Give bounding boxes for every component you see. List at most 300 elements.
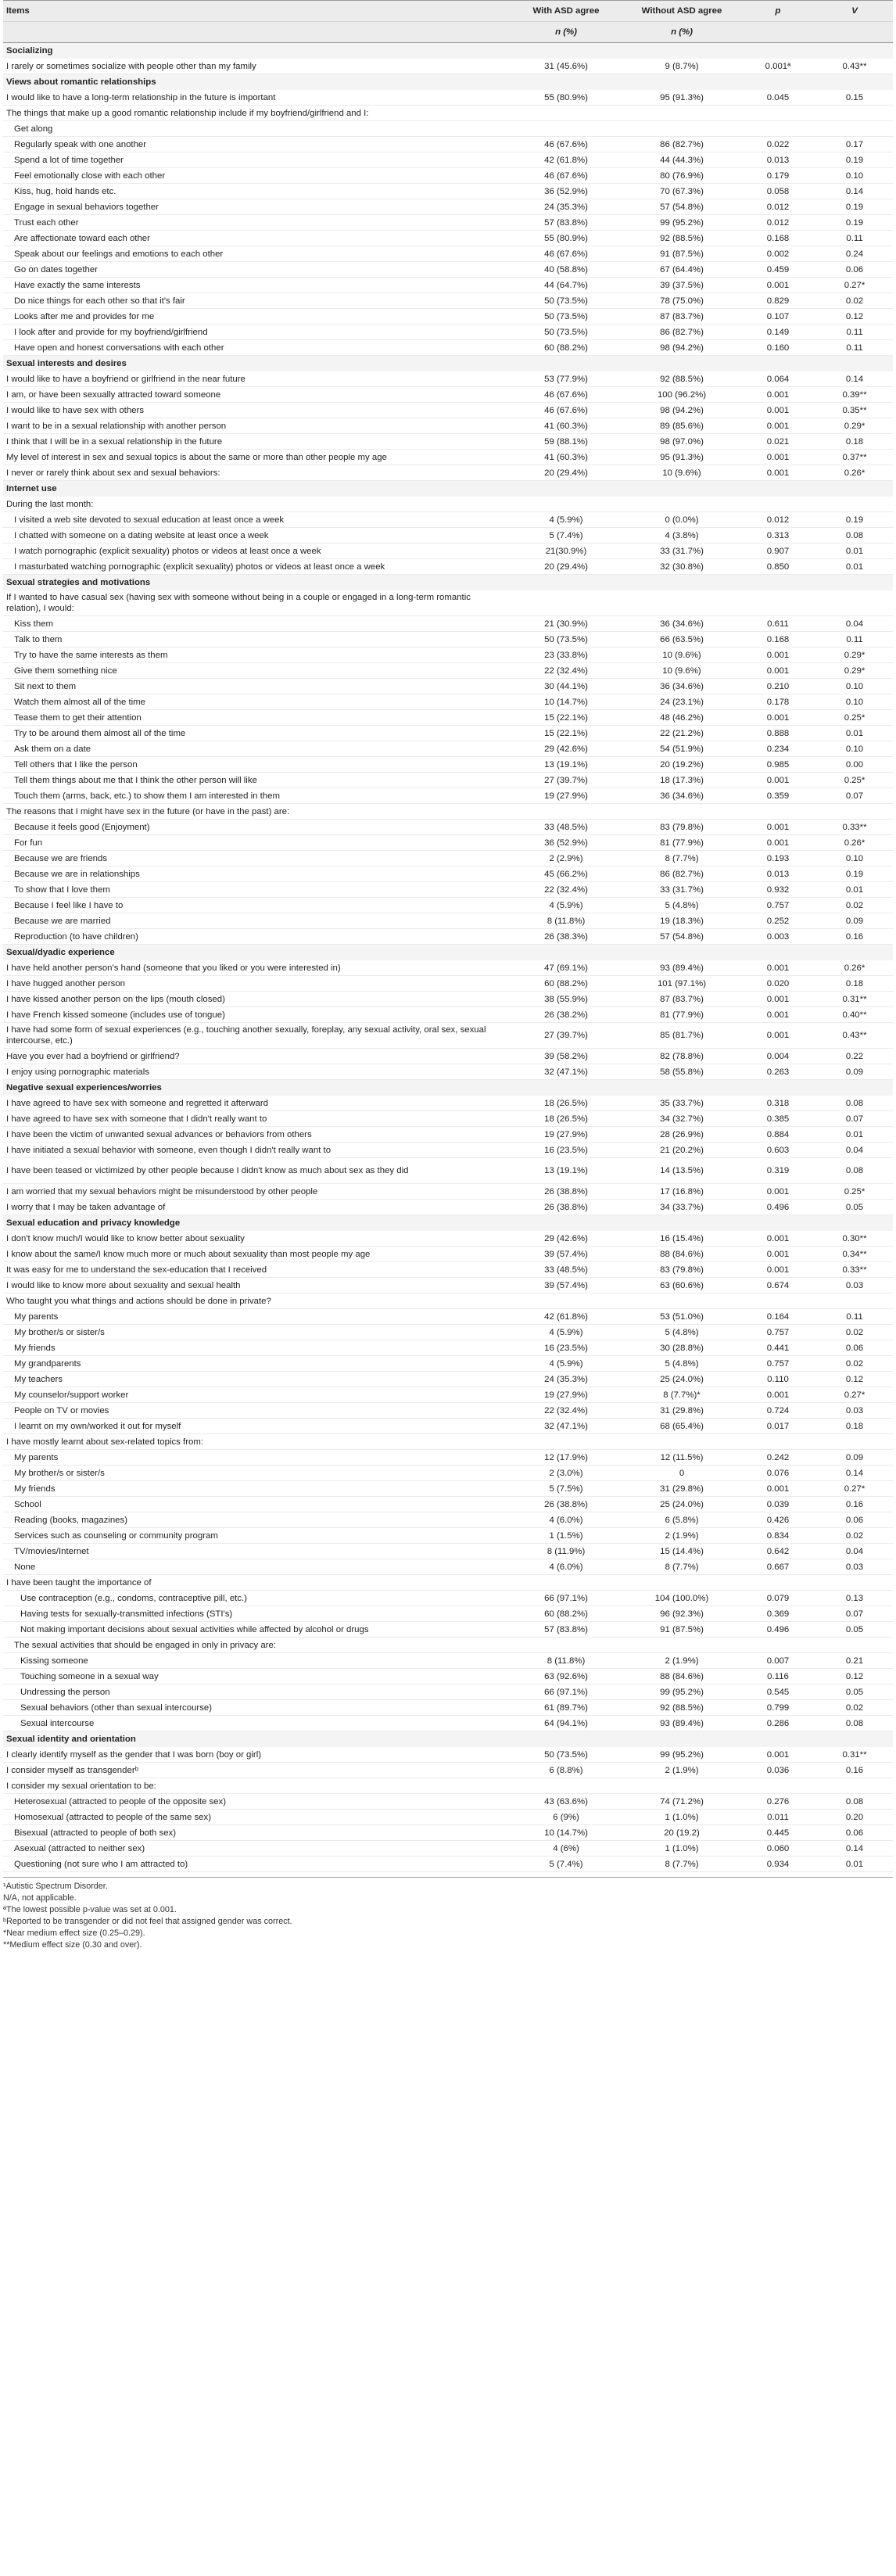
without-asd-cell: 31 (29.8%) — [624, 1481, 740, 1497]
item-cell: Feel emotionally close with each other — [3, 168, 508, 184]
p-value-cell: 0.799 — [740, 1700, 816, 1716]
without-asd-cell: 17 (16.8%) — [624, 1184, 740, 1200]
section-title: Sexual interests and desires — [3, 356, 893, 372]
item-cell: I know about the same/I know much more or much about sexuality than most people my age — [3, 1247, 508, 1262]
p-value-cell: 0.426 — [740, 1512, 816, 1528]
effect-size-cell: 0.06 — [816, 1825, 893, 1841]
footnote: N/A, not applicable. — [3, 1893, 77, 1903]
without-asd-cell: 86 (82.7%) — [624, 137, 740, 152]
p-value-cell: 0.045 — [740, 90, 816, 106]
effect-size-cell: 0.26* — [816, 465, 893, 481]
header-subrow — [3, 22, 893, 43]
p-value-cell: 0.193 — [740, 851, 816, 866]
effect-size-cell: 0.29* — [816, 418, 893, 434]
item-cell: I have held another person's hand (someone that you liked or you were interested in) — [3, 960, 508, 976]
p-value-cell: 0.496 — [740, 1622, 816, 1638]
table-row — [3, 1622, 893, 1638]
p-value-cell: 0.834 — [740, 1528, 816, 1544]
item-cell: None — [3, 1559, 508, 1575]
item-cell: I want to be in a sexual relationship with another person — [3, 418, 508, 434]
table-header — [3, 1, 893, 43]
p-value-cell: 0.064 — [740, 371, 816, 387]
with-asd-cell: 10 (14.7%) — [508, 1825, 624, 1841]
p-value-cell: 0.001 — [740, 992, 816, 1007]
with-asd-cell: 18 (26.5%) — [508, 1111, 624, 1127]
effect-size-cell: 0.02 — [816, 1356, 893, 1372]
effect-size-cell: 0.08 — [816, 1158, 893, 1184]
with-asd-cell: 12 (17.9%) — [508, 1450, 624, 1466]
table-row — [3, 418, 893, 434]
table-row — [3, 1466, 893, 1481]
effect-size-cell: 0.02 — [816, 293, 893, 309]
effect-size-cell: 0.11 — [816, 340, 893, 356]
table-row — [3, 710, 893, 726]
item-cell: It was easy for me to understand the sex-education that I received — [3, 1262, 508, 1278]
item-cell: I have agreed to have sex with someone that I didn't really want to — [3, 1111, 508, 1127]
item-cell: Questioning (not sure who I am attracted to) — [3, 1857, 508, 1872]
effect-size-cell: 0.19 — [816, 152, 893, 168]
table-row — [3, 590, 893, 616]
item-cell: Go on dates together — [3, 262, 508, 278]
effect-size-cell: 0.22 — [816, 1049, 893, 1064]
p-value-cell: 0.002 — [740, 246, 816, 262]
item-cell: I have mostly learnt about sex-related topics from: — [3, 1434, 508, 1450]
with-asd-cell: 46 (67.6%) — [508, 137, 624, 152]
effect-size-cell: 0.18 — [816, 976, 893, 992]
p-value-cell: 0.001 — [740, 960, 816, 976]
item-cell: Homosexual (attracted to people of the same sex) — [3, 1810, 508, 1825]
p-value-cell: 0.757 — [740, 1325, 816, 1340]
table-row — [3, 1372, 893, 1387]
effect-size-cell: 0.01 — [816, 1857, 893, 1872]
p-value-cell: 0.667 — [740, 1559, 816, 1575]
p-value-cell — [740, 106, 816, 121]
item-cell: Undressing the person — [3, 1684, 508, 1700]
item-cell: If I wanted to have casual sex (having sex with someone without being in a couple or engaged in a long-term romantic relation), I would: — [3, 590, 508, 616]
p-value-cell: 0.001 — [740, 278, 816, 293]
p-value-cell — [740, 1293, 816, 1309]
p-value-cell: 0.242 — [740, 1450, 816, 1466]
effect-size-cell: 0.27* — [816, 1387, 893, 1403]
with-asd-cell: 59 (88.1%) — [508, 434, 624, 450]
table-row — [3, 1111, 893, 1127]
item-cell: During the last month: — [3, 497, 508, 512]
item-cell: Services such as counseling or community program — [3, 1528, 508, 1544]
p-value-cell: 0.359 — [740, 788, 816, 804]
item-cell: My parents — [3, 1309, 508, 1325]
effect-size-cell: 0.09 — [816, 1064, 893, 1080]
effect-size-cell: 0.11 — [816, 231, 893, 246]
table-row — [3, 1497, 893, 1512]
table-row — [3, 1403, 893, 1419]
effect-size-cell: 0.08 — [816, 1096, 893, 1111]
with-asd-cell: 26 (38.8%) — [508, 1184, 624, 1200]
item-cell: Kiss them — [3, 616, 508, 632]
with-asd-cell: 19 (27.9%) — [508, 1387, 624, 1403]
effect-size-cell: 0.19 — [816, 866, 893, 882]
with-asd-cell — [508, 1434, 624, 1450]
effect-size-cell: 0.06 — [816, 1512, 893, 1528]
without-asd-cell: 53 (51.0%) — [624, 1309, 740, 1325]
table-row — [3, 1309, 893, 1325]
without-asd-cell: 34 (33.7%) — [624, 1200, 740, 1215]
without-asd-cell: 8 (7.7%) — [624, 1559, 740, 1575]
effect-size-cell: 0.02 — [816, 1325, 893, 1340]
p-value-cell: 0.642 — [740, 1544, 816, 1559]
table-row — [3, 1356, 893, 1372]
effect-size-cell: 0.01 — [816, 1127, 893, 1143]
effect-size-cell: 0.10 — [816, 679, 893, 694]
with-asd-cell: 18 (26.5%) — [508, 1096, 624, 1111]
item-cell: Talk to them — [3, 632, 508, 648]
table-row — [3, 106, 893, 121]
effect-size-cell: 0.29* — [816, 648, 893, 663]
effect-size-cell: 0.05 — [816, 1684, 893, 1700]
without-asd-cell: 95 (91.3%) — [624, 450, 740, 465]
with-asd-cell: 4 (5.9%) — [508, 1325, 624, 1340]
p-value-cell: 0.012 — [740, 199, 816, 215]
with-asd-cell: 22 (32.4%) — [508, 882, 624, 898]
with-asd-cell — [508, 497, 624, 512]
with-asd-cell: 22 (32.4%) — [508, 1403, 624, 1419]
section-title: Sexual education and privacy knowledge — [3, 1215, 893, 1232]
item-cell: Kissing someone — [3, 1653, 508, 1669]
effect-size-cell: 0.20 — [816, 1810, 893, 1825]
p-value-cell — [740, 1434, 816, 1450]
effect-size-cell: 0.09 — [816, 913, 893, 929]
without-asd-cell: 34 (32.7%) — [624, 1111, 740, 1127]
table-row — [3, 450, 893, 465]
item-cell: Touch them (arms, back, etc.) to show them I am interested in them — [3, 788, 508, 804]
item-cell: I learnt on my own/worked it out for myself — [3, 1419, 508, 1434]
with-asd-cell: 63 (92.6%) — [508, 1669, 624, 1684]
effect-size-cell: 0.12 — [816, 1372, 893, 1387]
with-asd-cell: 40 (58.8%) — [508, 262, 624, 278]
effect-size-cell: 0.03 — [816, 1403, 893, 1419]
without-asd-cell: 101 (97.1%) — [624, 976, 740, 992]
effect-size-cell: 0.06 — [816, 262, 893, 278]
with-asd-cell: 60 (88.2%) — [508, 340, 624, 356]
without-asd-cell — [624, 497, 740, 512]
without-asd-cell: 80 (76.9%) — [624, 168, 740, 184]
table-row — [3, 726, 893, 741]
effect-size-cell: 0.02 — [816, 898, 893, 913]
with-asd-cell: 50 (73.5%) — [508, 632, 624, 648]
item-cell: My teachers — [3, 1372, 508, 1387]
effect-size-cell: 0.31** — [816, 992, 893, 1007]
with-asd-cell: 6 (9%) — [508, 1810, 624, 1825]
effect-size-cell: 0.24 — [816, 246, 893, 262]
item-cell: My brother/s or sister/s — [3, 1466, 508, 1481]
section-title: Views about romantic relationships — [3, 74, 893, 91]
item-cell: Are affectionate toward each other — [3, 231, 508, 246]
item-cell: Reading (books, magazines) — [3, 1512, 508, 1528]
with-asd-cell: 29 (42.6%) — [508, 741, 624, 757]
without-asd-cell: 83 (79.8%) — [624, 820, 740, 835]
without-asd-cell: 20 (19.2) — [624, 1825, 740, 1841]
effect-size-cell: 0.27* — [816, 278, 893, 293]
table-row — [3, 788, 893, 804]
item-cell: I would like to know more about sexuality and sexual health — [3, 1278, 508, 1293]
item-cell: Trust each other — [3, 215, 508, 231]
table-row — [3, 1606, 893, 1622]
effect-size-cell: 0.10 — [816, 168, 893, 184]
header-with-asd: With ASD agree — [508, 1, 624, 22]
item-cell: I am, or have been sexually attracted toward someone — [3, 387, 508, 403]
item-cell: I think that I will be in a sexual relationship in the future — [3, 434, 508, 450]
item-cell: I have hugged another person — [3, 976, 508, 992]
table-row — [3, 1007, 893, 1023]
without-asd-cell: 4 (3.8%) — [624, 528, 740, 544]
item-cell: I look after and provide for my boyfriend/girlfriend — [3, 325, 508, 340]
with-asd-cell: 8 (11.8%) — [508, 1653, 624, 1669]
p-value-cell: 0.013 — [740, 866, 816, 882]
without-asd-cell: 96 (92.3%) — [624, 1606, 740, 1622]
effect-size-cell: 0.07 — [816, 1606, 893, 1622]
table-row — [3, 184, 893, 199]
p-value-cell: 0.179 — [740, 168, 816, 184]
effect-size-cell: 0.03 — [816, 1559, 893, 1575]
header-p: p — [740, 1, 816, 22]
effect-size-cell: 0.27* — [816, 1481, 893, 1497]
results-table-container — [3, 0, 893, 1951]
effect-size-cell: 0.19 — [816, 199, 893, 215]
section-header-row — [3, 74, 893, 91]
effect-size-cell: 0.19 — [816, 215, 893, 231]
with-asd-cell: 66 (97.1%) — [508, 1684, 624, 1700]
item-cell: I consider myself as transgenderᵇ — [3, 1763, 508, 1778]
item-cell: I have had some form of sexual experiences (e.g., touching another sexually, foreplay, any sexual activity, oral sex, sexual intercourse, etc.) — [3, 1023, 508, 1049]
item-cell: Have open and honest conversations with each other — [3, 340, 508, 356]
p-value-cell: 0.013 — [740, 152, 816, 168]
without-asd-cell: 63 (60.6%) — [624, 1278, 740, 1293]
p-value-cell: 0.116 — [740, 1669, 816, 1684]
p-value-cell: 0.168 — [740, 632, 816, 648]
effect-size-cell: 0.05 — [816, 1200, 893, 1215]
item-cell: Because it feels good (Enjoyment) — [3, 820, 508, 835]
item-cell: Have you ever had a boyfriend or girlfriend? — [3, 1049, 508, 1064]
table-row — [3, 1810, 893, 1825]
with-asd-cell: 19 (27.9%) — [508, 1127, 624, 1143]
section-header-row — [3, 481, 893, 497]
table-row — [3, 632, 893, 648]
section-header-row — [3, 1080, 893, 1096]
with-asd-cell: 8 (11.8%) — [508, 913, 624, 929]
footnote: ªThe lowest possible p-value was set at 0.001. — [3, 1905, 177, 1914]
item-cell: Kiss, hug, hold hands etc. — [3, 184, 508, 199]
item-cell: I rarely or sometimes socialize with people other than my family — [3, 59, 508, 74]
table-row — [3, 929, 893, 945]
with-asd-cell: 42 (61.8%) — [508, 1309, 624, 1325]
table-row — [3, 309, 893, 325]
table-row — [3, 1143, 893, 1158]
table-row — [3, 913, 893, 929]
p-value-cell: 0.022 — [740, 137, 816, 152]
without-asd-cell — [624, 1638, 740, 1653]
p-value-cell: 0.286 — [740, 1716, 816, 1731]
with-asd-cell: 24 (35.3%) — [508, 199, 624, 215]
effect-size-cell: 0.14 — [816, 371, 893, 387]
effect-size-cell: 0.25* — [816, 710, 893, 726]
item-cell: My level of interest in sex and sexual topics is about the same or more than other people my age — [3, 450, 508, 465]
without-asd-cell: 99 (95.2%) — [624, 215, 740, 231]
p-value-cell: 0.445 — [740, 1825, 816, 1841]
effect-size-cell: 0.30** — [816, 1231, 893, 1247]
without-asd-cell: 31 (29.8%) — [624, 1403, 740, 1419]
table-row — [3, 960, 893, 976]
without-asd-cell: 74 (71.2%) — [624, 1794, 740, 1810]
without-asd-cell — [624, 121, 740, 137]
item-cell: Touching someone in a sexual way — [3, 1669, 508, 1684]
without-asd-cell: 54 (51.9%) — [624, 741, 740, 757]
item-cell: Spend a lot of time together — [3, 152, 508, 168]
with-asd-cell: 50 (73.5%) — [508, 293, 624, 309]
effect-size-cell: 0.25* — [816, 1184, 893, 1200]
p-value-cell: 0.757 — [740, 898, 816, 913]
effect-size-cell — [816, 1778, 893, 1794]
table-row — [3, 835, 893, 851]
table-row — [3, 1200, 893, 1215]
item-cell: I consider my sexual orientation to be: — [3, 1778, 508, 1794]
table-row — [3, 663, 893, 679]
with-asd-cell: 55 (80.9%) — [508, 90, 624, 106]
item-cell: I watch pornographic (explicit sexuality) photos or videos at least once a week — [3, 544, 508, 559]
with-asd-cell: 46 (67.6%) — [508, 403, 624, 418]
p-value-cell: 0.829 — [740, 293, 816, 309]
p-value-cell: 0.020 — [740, 976, 816, 992]
table-row — [3, 679, 893, 694]
item-cell: The sexual activities that should be engaged in only in privacy are: — [3, 1638, 508, 1653]
without-asd-cell: 87 (83.7%) — [624, 992, 740, 1007]
p-value-cell: 0.007 — [740, 1653, 816, 1669]
table-row — [3, 121, 893, 137]
with-asd-cell: 26 (38.3%) — [508, 929, 624, 945]
with-asd-cell: 50 (73.5%) — [508, 325, 624, 340]
p-value-cell: 0.210 — [740, 679, 816, 694]
table-row — [3, 1127, 893, 1143]
item-cell: Sexual behaviors (other than sexual intercourse) — [3, 1700, 508, 1716]
table-row — [3, 1450, 893, 1466]
p-value-cell: 0.001 — [740, 663, 816, 679]
header-blank — [3, 22, 508, 43]
effect-size-cell: 0.08 — [816, 1794, 893, 1810]
effect-size-cell: 0.08 — [816, 1716, 893, 1731]
with-asd-cell: 66 (97.1%) — [508, 1591, 624, 1606]
with-asd-cell: 27 (39.7%) — [508, 1023, 624, 1049]
effect-size-cell: 0.06 — [816, 1340, 893, 1356]
p-value-cell: 0.003 — [740, 929, 816, 945]
without-asd-cell: 10 (9.6%) — [624, 648, 740, 663]
without-asd-cell — [624, 590, 740, 616]
item-cell: School — [3, 1497, 508, 1512]
item-cell: Because we are friends — [3, 851, 508, 866]
without-asd-cell: 82 (78.8%) — [624, 1049, 740, 1064]
p-value-cell: 0.001 — [740, 1007, 816, 1023]
p-value-cell — [740, 590, 816, 616]
without-asd-cell — [624, 1575, 740, 1591]
effect-size-cell: 0.02 — [816, 1700, 893, 1716]
with-asd-cell: 50 (73.5%) — [508, 1747, 624, 1763]
header-v: V — [816, 1, 893, 22]
with-asd-cell: 42 (61.8%) — [508, 152, 624, 168]
table-row — [3, 1325, 893, 1340]
without-asd-cell: 57 (54.8%) — [624, 929, 740, 945]
table-row — [3, 59, 893, 74]
table-row — [3, 90, 893, 106]
with-asd-cell — [508, 121, 624, 137]
without-asd-cell: 5 (4.8%) — [624, 1356, 740, 1372]
table-row — [3, 694, 893, 710]
with-asd-cell: 16 (23.5%) — [508, 1340, 624, 1356]
item-cell: I have been taught the importance of — [3, 1575, 508, 1591]
p-value-cell: 0.001 — [740, 1247, 816, 1262]
item-cell: Give them something nice — [3, 663, 508, 679]
effect-size-cell: 0.16 — [816, 1497, 893, 1512]
with-asd-cell — [508, 590, 624, 616]
table-row — [3, 1778, 893, 1794]
with-asd-cell: 32 (47.1%) — [508, 1419, 624, 1434]
table-row — [3, 1481, 893, 1497]
effect-size-cell: 0.00 — [816, 757, 893, 773]
without-asd-cell: 36 (34.6%) — [624, 788, 740, 804]
with-asd-cell: 6 (8.8%) — [508, 1763, 624, 1778]
table-row — [3, 1544, 893, 1559]
without-asd-cell: 16 (15.4%) — [624, 1231, 740, 1247]
with-asd-cell: 38 (55.9%) — [508, 992, 624, 1007]
p-value-cell: 0.985 — [740, 757, 816, 773]
with-asd-cell: 60 (88.2%) — [508, 976, 624, 992]
item-cell: Engage in sexual behaviors together — [3, 199, 508, 215]
p-value-cell: 0.932 — [740, 882, 816, 898]
header-row — [3, 1, 893, 22]
p-value-cell: 0.252 — [740, 913, 816, 929]
without-asd-cell: 36 (34.6%) — [624, 679, 740, 694]
section-header-row — [3, 356, 893, 372]
effect-size-cell: 0.31** — [816, 1747, 893, 1763]
effect-size-cell: 0.08 — [816, 528, 893, 544]
effect-size-cell: 0.35** — [816, 403, 893, 418]
p-value-cell — [740, 121, 816, 137]
item-cell: I would like to have a boyfriend or girlfriend in the near future — [3, 371, 508, 387]
header-n-with: n (%) — [508, 22, 624, 43]
effect-size-cell: 0.01 — [816, 559, 893, 575]
p-value-cell: 0.545 — [740, 1684, 816, 1700]
with-asd-cell: 13 (19.1%) — [508, 1158, 624, 1184]
effect-size-cell: 0.43** — [816, 1023, 893, 1049]
p-value-cell: 0.888 — [740, 726, 816, 741]
without-asd-cell: 24 (23.1%) — [624, 694, 740, 710]
section-title: Negative sexual experiences/worries — [3, 1080, 893, 1096]
table-row — [3, 804, 893, 820]
item-cell: My brother/s or sister/s — [3, 1325, 508, 1340]
p-value-cell: 0.001 — [740, 1023, 816, 1049]
table-row — [3, 1158, 893, 1184]
without-asd-cell: 81 (77.9%) — [624, 1007, 740, 1023]
with-asd-cell: 21(30.9%) — [508, 544, 624, 559]
table-row — [3, 559, 893, 575]
p-value-cell: 0.263 — [740, 1064, 816, 1080]
p-value-cell: 0.001 — [740, 710, 816, 726]
item-cell: I have agreed to have sex with someone and regretted it afterward — [3, 1096, 508, 1111]
effect-size-cell: 0.07 — [816, 1111, 893, 1127]
without-asd-cell: 1 (1.0%) — [624, 1841, 740, 1857]
table-row — [3, 1247, 893, 1262]
without-asd-cell: 25 (24.0%) — [624, 1497, 740, 1512]
effect-size-cell — [816, 1293, 893, 1309]
p-value-cell: 0.001 — [740, 648, 816, 663]
table-row — [3, 1575, 893, 1591]
table-row — [3, 1419, 893, 1434]
